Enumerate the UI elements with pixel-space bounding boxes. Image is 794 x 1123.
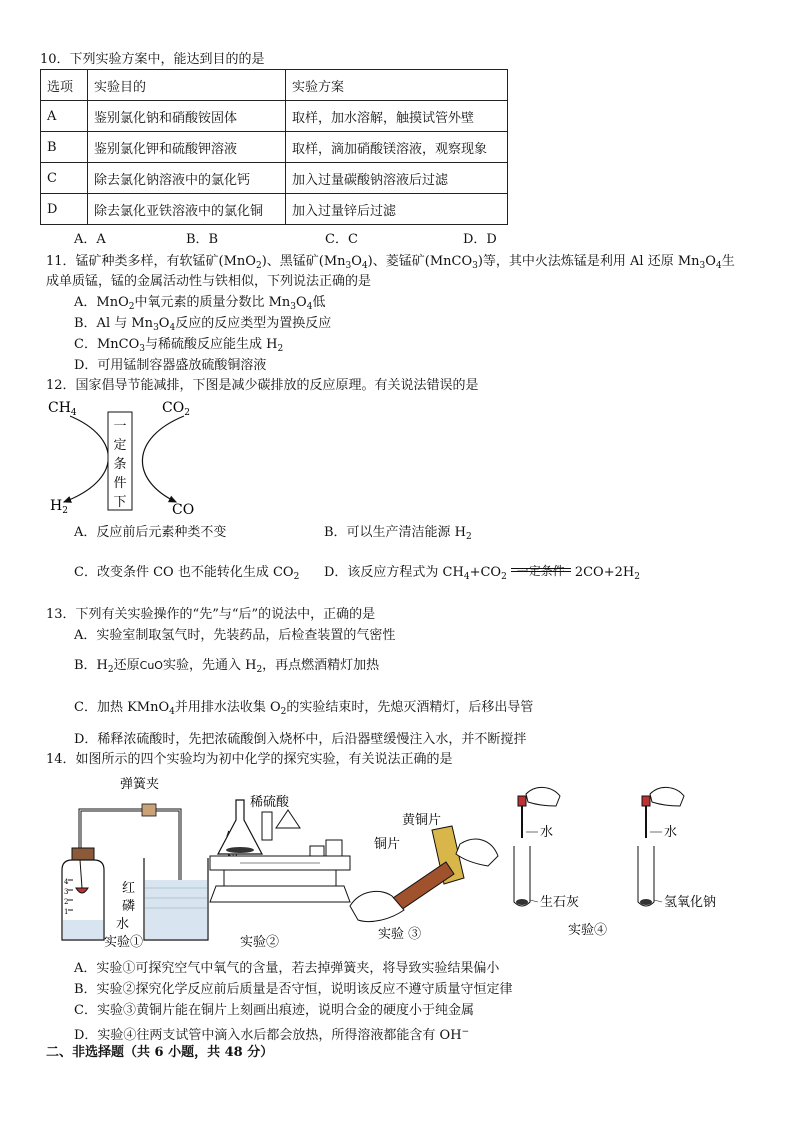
table-row [41, 101, 508, 132]
table-row [41, 163, 508, 194]
dilute-sulfuric-acid-label: 稀硫酸 [250, 795, 290, 810]
experiment-4-caption: 实验④ [568, 923, 608, 938]
co2-label: $CO_2$ [162, 400, 190, 418]
q10-choice-c: C．C [325, 232, 358, 247]
q13-option-b: B．$H_2$还原CuO实验，先通入 $H_2$，再点燃酒精灯加热 [74, 658, 380, 675]
q11-option-c: C．MnCO$_3$与稀硫酸反应能生成 $H_2$ [74, 337, 284, 354]
experiment-1-caption: 实验① [104, 935, 144, 950]
scale-mark: 2 [64, 898, 69, 906]
dropper-bulb-icon [518, 796, 526, 806]
q10-choice-b: B．B [186, 232, 219, 247]
table-cell: B [41, 132, 88, 163]
table-cell: 除去氯化亚铁溶液中的氯化铜 [88, 194, 286, 225]
section-heading: 二、非选择题（共 6 小题，共 48 分） [46, 1045, 274, 1060]
table-cell: A [41, 101, 88, 132]
spring-clip-icon [142, 804, 156, 816]
q14-option-a: A．实验①可探究空气中氧气的含量，若去掉弹簧夹，将导致实验结果偏小 [74, 961, 500, 976]
scale-mark: 3 [64, 888, 69, 896]
experiment-3-caption: 实验 ③ [378, 927, 422, 942]
brass-label: 黄铜片 [402, 813, 442, 828]
q10-stem: 10．下列实验方案中，能达到目的的是 [40, 52, 265, 67]
table-cell: 除去氯化钠溶液中的氯化钙 [88, 163, 286, 194]
test-tube-icon [514, 846, 530, 906]
q13-option-d: D．稀释浓硫酸时，先把浓硫酸倒入烧杯中，后沿器壁缓慢注入水，并不断搅拌 [74, 732, 527, 747]
table-cell: 鉴别氯化钾和硫酸钾溶液 [88, 132, 286, 163]
equation-condition: 一定条件 [516, 564, 565, 578]
hand-icon [526, 787, 560, 806]
table-cell: 取样，滴加硝酸镁溶液，观察现象 [286, 132, 508, 163]
stopper-icon [72, 848, 94, 860]
table-row [41, 194, 508, 225]
weight-icon [310, 846, 324, 856]
q11-stem-line1: 11．锰矿种类多样，有软锰矿(MnO$_2$)、黑锰矿$(Mn_3O_4)$、菱锰矿(MnCO$_3$)等，其中火法炼锰是利用 Al 还原 $Mn_3O_4$生 [46, 254, 735, 271]
table-cell: D [41, 194, 88, 225]
q11-option-d: D．可用锰制容器盛放硫酸铜溶液 [74, 358, 267, 373]
h2-label: $H_2$ [50, 498, 68, 516]
experiment-4 [514, 787, 716, 938]
balance-base-icon [210, 886, 350, 902]
arrow-right [142, 416, 184, 502]
table-header-row [41, 70, 508, 101]
q10-table [40, 69, 508, 225]
sodium-hydroxide-label: 氢氧化钠 [664, 895, 717, 910]
scale-mark: 1 [64, 908, 69, 916]
q12-option-d: D．该反应方程式为 $CH_4+CO_2$ 一定条件 $2CO+2H_2$ [324, 564, 640, 582]
spring-clip-label: 弹簧夹 [120, 777, 160, 792]
condition-char: 条 [113, 457, 127, 472]
water-label-3: 水 [664, 825, 678, 840]
experiment-2-caption: 实验② [240, 935, 280, 950]
table-cell: C [41, 163, 88, 194]
test-tube-icon [262, 812, 272, 840]
copper-label: 铜片 [374, 837, 401, 852]
condition-char: 下 [113, 495, 127, 510]
dropper-bulb-icon [642, 796, 650, 806]
quicklime-label: 生石灰 [540, 895, 580, 910]
condition-char: 一 [113, 419, 127, 434]
q11-option-b: B．Al 与 $Mn_3O_4$反应的反应类型为置换反应 [74, 316, 332, 333]
q12-option-a: A．反应前后元素种类不变 [74, 525, 227, 540]
experiment-2 [210, 794, 350, 950]
weight-icon [326, 840, 342, 856]
table-header-cell: 选项 [41, 70, 88, 101]
co-label: CO [172, 502, 195, 518]
condition-char: 定 [113, 438, 127, 453]
q12-stem: 12．国家倡导节能减排，下图是减少碳排放的反应原理。有关说法错误的是 [46, 378, 479, 393]
q14-option-b: B．实验②探究化学反应前后质量是否守恒，说明该反应不遵守质量守恒定律 [74, 982, 513, 997]
q13-option-c: C．加热 KMnO$_4$并用排水法收集 $O_2$的实验结束时，先熄灭酒精灯，后移出导管 [74, 700, 534, 717]
q13-stem: 13．下列有关实验操作的“先”与“后”的说法中，正确的是 [46, 607, 376, 622]
scale-mark: 4 [64, 878, 69, 886]
experiment-3 [350, 812, 498, 942]
condition-char: 件 [113, 476, 127, 491]
table-cell: 取样，加水溶解，触摸试管外壁 [286, 101, 508, 132]
q10-choice-d: D．D [463, 232, 497, 247]
ch4-label: $CH_4$ [48, 400, 77, 418]
q11-option-a: A．MnO$_2$中氧元素的质量分数比 $Mn_3O_4$低 [74, 295, 326, 312]
table-header-cell: 实验方案 [286, 70, 508, 101]
water-label-2: 水 [540, 825, 554, 840]
table-header-cell: 实验目的 [88, 70, 286, 101]
q14-option-d: D．实验④往两支试管中滴入水后都会放热，所得溶液都能含有 OH− [74, 1027, 470, 1043]
q14-experiments-figure [40, 770, 760, 950]
q14-stem: 14．如图所示的四个实验均为初中化学的探究实验，有关说法正确的是 [46, 752, 453, 767]
test-tube-icon [638, 846, 654, 906]
zinc-granules-icon [226, 847, 254, 853]
q12-reaction-diagram [44, 394, 214, 522]
experiment-1 [62, 776, 208, 950]
red-phosphorus-label: 磷 [122, 899, 136, 914]
q13-option-a: A．实验室制取氢气时，先装药品，后检查装置的气密性 [74, 628, 396, 643]
q10-choice-a: A．A [74, 232, 106, 247]
red-phosphorus-label: 红 [122, 881, 136, 896]
table-cell: 加入过量碳酸钠溶液后过滤 [286, 163, 508, 194]
balance-pointer-icon [276, 810, 300, 828]
table-cell: 加入过量锌后过滤 [286, 194, 508, 225]
q12-option-c: C．改变条件 CO 也不能转化生成 $CO_2$ [74, 565, 300, 582]
q11-stem-line2: 成单质锰，锰的金属活动性与铁相似，下列说法正确的是 [46, 274, 372, 289]
q12-option-b: B．可以生产清洁能源 $H_2$ [324, 525, 472, 542]
table-row [41, 132, 508, 163]
q14-option-c: C．实验③黄铜片能在铜片上刻画出痕迹，说明合金的硬度小于纯金属 [74, 1003, 474, 1018]
arrow-left [64, 416, 108, 502]
hand-icon [650, 787, 684, 806]
table-cell: 鉴别氯化钠和硝酸铵固体 [88, 101, 286, 132]
hand-icon [456, 839, 498, 866]
water-label-1: 水 [116, 917, 130, 932]
